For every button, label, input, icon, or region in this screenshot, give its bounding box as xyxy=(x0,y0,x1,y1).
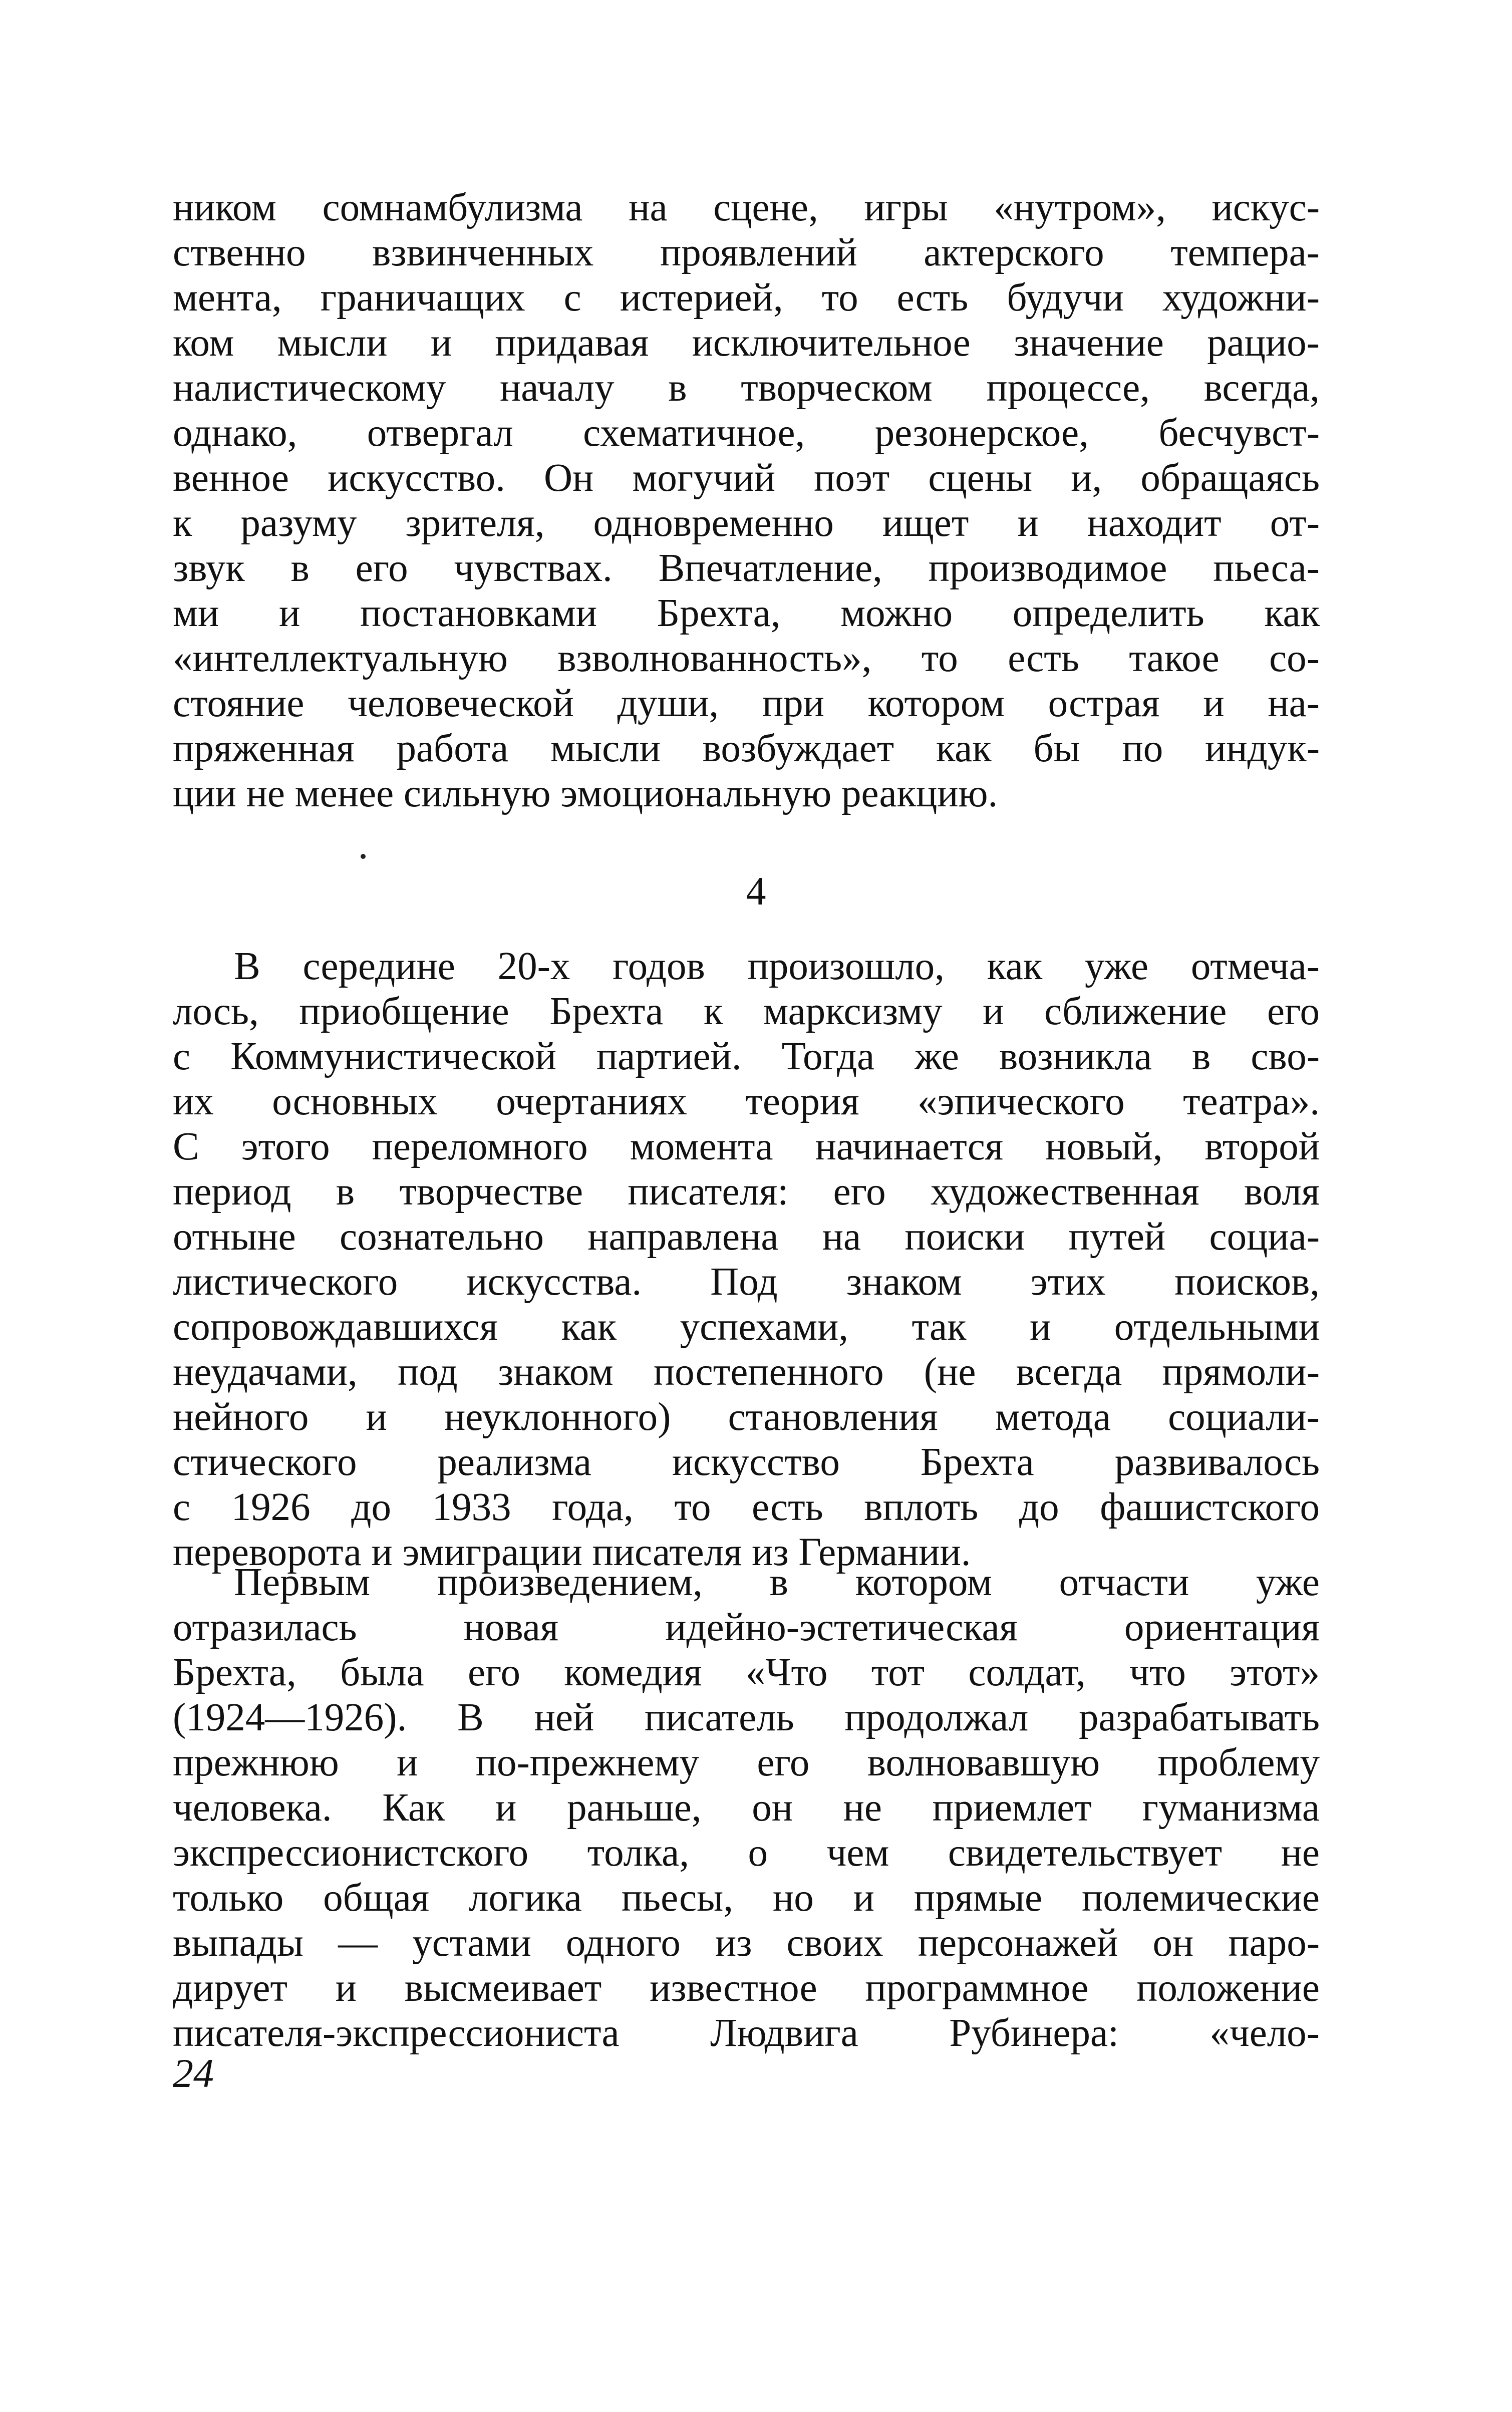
text-line: Первым произведением, в котором отчасти уже xyxy=(234,1561,1320,1604)
text-line: ции не менее сильную эмоциональную реакцию. xyxy=(173,772,998,815)
text-line: период в творчестве писателя: его художественная воля xyxy=(173,1170,1320,1214)
text-line: венное искусство. Он могучий поэт сцены и, обращаясь xyxy=(173,456,1320,500)
text-line: С этого переломного момента начинается новый, второй xyxy=(173,1125,1320,1168)
text-line: листического искусства. Под знаком этих поисков, xyxy=(173,1260,1320,1304)
section-number: 4 xyxy=(746,869,766,914)
text-line: прежнюю и по-прежнему его волновавшую проблему xyxy=(173,1741,1320,1784)
text-line: Брехта, была его комедия «Что тот солдат, что этот» xyxy=(173,1651,1320,1694)
text-line: стического реализма искусство Брехта развивалось xyxy=(173,1440,1320,1484)
text-line: однако, отвергал схематичное, резонерское, бесчувст- xyxy=(173,411,1320,455)
text-line: отныне сознательно направлена на поиски путей социа- xyxy=(173,1215,1320,1259)
paragraph xyxy=(173,944,1320,1575)
print-speck xyxy=(361,854,366,859)
text-line: переворота и эмиграции писателя из Германии. xyxy=(173,1531,971,1574)
text-line: ником сомнамбулизма на сцене, игры «нутром», искус- xyxy=(173,186,1320,229)
text-line: писателя-экспрессиониста Людвига Рубинера: «чело- xyxy=(173,2011,1320,2055)
paragraph-continued xyxy=(173,185,1320,816)
text-line: мента, граничащих с истерией, то есть будучи художни- xyxy=(173,276,1320,320)
text-line: экспрессионистского толка, о чем свидетельствует не xyxy=(173,1831,1320,1875)
text-line: ственно взвинченных проявлений актерского темпера- xyxy=(173,231,1320,274)
text-line: только общая логика пьесы, но и прямые полемические xyxy=(173,1876,1320,1920)
text-line: выпады — устами одного из своих персонажей он паро- xyxy=(173,1921,1320,1965)
text-line: ком мысли и придавая исключительное значение рацио- xyxy=(173,321,1320,365)
text-line: дирует и высмеивает известное программное положение xyxy=(173,1966,1320,2010)
text-line: к разуму зрителя, одновременно ищет и находит от- xyxy=(173,501,1320,545)
text-line: с Коммунистической партией. Тогда же возникла в сво- xyxy=(173,1035,1320,1078)
text-line: неудачами, под знаком постепенного (не всегда прямоли- xyxy=(173,1350,1320,1394)
text-line: ми и постановками Брехта, можно определить как xyxy=(173,591,1320,635)
text-line: их основных очертаниях теория «эпического театра». xyxy=(173,1080,1320,1123)
page-number: 24 xyxy=(173,2050,214,2096)
text-line: сопровождавшихся как успехами, так и отдельными xyxy=(173,1305,1320,1349)
text-line: В середине 20-х годов произошло, как уже отмеча- xyxy=(234,945,1320,988)
paragraph xyxy=(173,1560,1320,2056)
text-line: с 1926 до 1933 года, то есть вплоть до фашистского xyxy=(173,1485,1320,1529)
text-line: нейного и неуклонного) становления метода социали- xyxy=(173,1395,1320,1439)
text-line: налистическому началу в творческом процессе, всегда, xyxy=(173,366,1320,410)
text-line: стояние человеческой души, при котором острая и на- xyxy=(173,682,1320,725)
text-line: «интеллектуальную взволнованность», то есть такое со- xyxy=(173,637,1320,680)
text-line: лось, приобщение Брехта к марксизму и сближение его xyxy=(173,990,1320,1033)
text-line: звук в его чувствах. Впечатление, производимое пьеса- xyxy=(173,546,1320,590)
text-line: пряженная работа мысли возбуждает как бы по индук- xyxy=(173,727,1320,770)
text-line: человека. Как и раньше, он не приемлет гуманизма xyxy=(173,1786,1320,1830)
text-line: (1924—1926). В ней писатель продолжал разрабатывать xyxy=(173,1696,1320,1739)
text-line: отразилась новая идейно-эстетическая ориентация xyxy=(173,1606,1320,1649)
